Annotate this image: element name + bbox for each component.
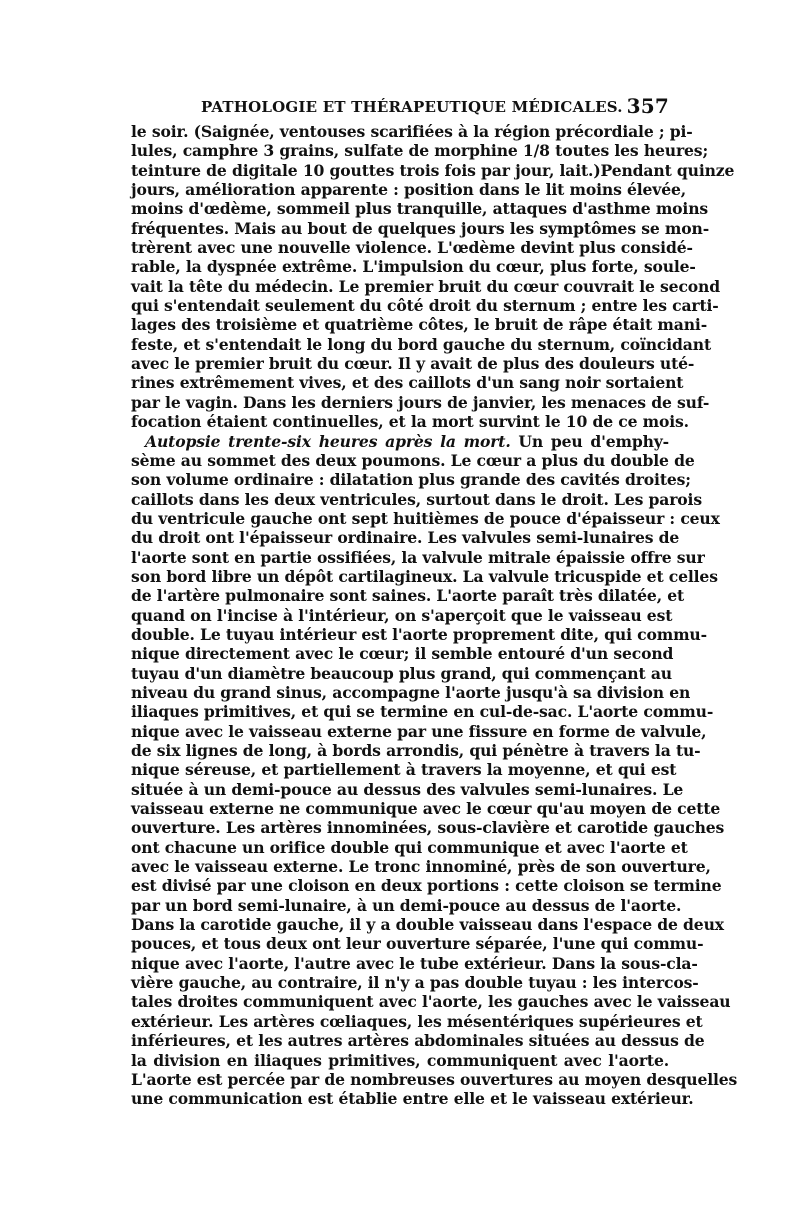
text-line: lules, camphre 3 grains, sulfate de morphine 1/8 toutes les heures; xyxy=(131,141,709,161)
text-line: sème au sommet des deux poumons. Le cœur a plus du double de xyxy=(131,450,695,470)
text-line: le soir. (Saignée, ventouses scarifiées à la région précordiale ; pi- xyxy=(131,122,693,141)
text-line: vait la tête du médecin. Le premier bruit du cœur couvrait le second xyxy=(131,276,720,296)
text-line: située à un demi-pouce au dessus des valvules semi-lunaires. Le xyxy=(131,779,684,799)
text-line: jours, amélioration apparente : position dans le lit moins élevée, xyxy=(131,180,687,200)
text-line: son bord libre un dépôt cartilagineux. La valvule tricuspide et celles xyxy=(131,566,718,586)
text-line: tuyau d'un diamètre beaucoup plus grand, qui commençant au xyxy=(131,663,672,683)
text-line: rines extrêmement vives, et des caillots d'un sang noir sortaient xyxy=(131,373,684,393)
text-line: caillots dans les deux ventricules, surtout dans le droit. Les parois xyxy=(131,489,702,509)
text-line: vière gauche, au contraire, il n'y a pas double tuyau : les intercos- xyxy=(131,973,699,993)
page-number: 357 xyxy=(626,94,669,118)
text-line: une communication est établie entre elle et le vaisseau extérieur. xyxy=(131,1089,694,1109)
text-line: focation étaient continuelles, et la mort survint le 10 de ce mois. xyxy=(131,412,689,432)
autopsy-heading: Autopsie trente-six heures après la mort. xyxy=(145,431,511,451)
paragraph-autopsy xyxy=(131,431,738,1109)
autopsy-heading-rest: Un peu d'emphy- xyxy=(510,431,669,451)
text-line: de l'artère pulmonaire sont saines. L'aorte paraît très dilatée, et xyxy=(131,586,685,606)
page-header xyxy=(131,94,669,120)
running-head: PATHOLOGIE ET THÉRAPEUTIQUE MÉDICALES. xyxy=(201,98,623,116)
text-line: extérieur. Les artères cœliaques, les mésentériques supérieures et xyxy=(131,1011,703,1031)
text-line: nique directement avec le cœur; il semble entouré d'un second xyxy=(131,644,674,664)
text-line: par un bord semi-lunaire, à un demi-pouce au dessus de l'aorte. xyxy=(131,895,682,915)
text-line: nique avec l'aorte, l'autre avec le tube extérieur. Dans la sous-cla- xyxy=(131,953,698,973)
text-line: avec le vaisseau externe. Le tronc innominé, près de son ouverture, xyxy=(131,857,711,877)
text-line: moins d'œdème, sommeil plus tranquille, attaques d'asthme moins xyxy=(131,199,709,219)
text-line: avec le premier bruit du cœur. Il y avait de plus des douleurs uté- xyxy=(131,354,695,374)
text-line: nique séreuse, et partiellement à travers la moyenne, et qui est xyxy=(131,760,677,780)
text-line: l'aorte sont en partie ossifiées, la valvule mitrale épaissie offre sur xyxy=(131,547,705,567)
text-line: nique avec le vaisseau externe par une fissure en forme de valvule, xyxy=(131,721,707,741)
text-line: pouces, et tous deux ont leur ouverture séparée, l'une qui commu- xyxy=(131,934,704,954)
text-line: rable, la dyspnée extrême. L'impulsion du cœur, plus forte, soule- xyxy=(131,257,696,277)
text-line: L'aorte est percée par de nombreuses ouvertures au moyen desquelles xyxy=(131,1069,738,1089)
text-line: niveau du grand sinus, accompagne l'aorte jusqu'à sa division en xyxy=(131,682,691,702)
text-line: double. Le tuyau intérieur est l'aorte proprement dite, qui commu- xyxy=(131,624,707,644)
text-line: tales droites communiquent avec l'aorte, les gauches avec le vaisseau xyxy=(131,992,731,1012)
text-line: teinture de digitale 10 gouttes trois fois par jour, lait.)Pendant quinze xyxy=(131,160,735,180)
paragraph-case-history xyxy=(131,122,735,432)
text-line: quand on l'incise à l'intérieur, on s'aperçoit que le vaisseau est xyxy=(131,605,673,625)
text-line: ont chacune un orifice double qui communique et avec l'aorte et xyxy=(131,837,688,857)
text-line: la division en iliaques primitives, communiquent avec l'aorte. xyxy=(131,1050,669,1070)
text-line: du ventricule gauche ont sept huitièmes de pouce d'épaisseur : ceux xyxy=(131,508,720,528)
text-line: fréquentes. Mais au bout de quelques jours les symptômes se mon- xyxy=(131,218,710,238)
text-line: de six lignes de long, à bords arrondis, qui pénètre à travers la tu- xyxy=(131,741,701,760)
text-line: qui s'entendait seulement du côté droit du sternum ; entre les carti- xyxy=(131,296,719,316)
body-text xyxy=(131,122,738,1109)
text-line: lages des troisième et quatrième côtes, le bruit de râpe était mani- xyxy=(131,315,708,335)
text-line: iliaques primitives, et qui se termine en cul-de-sac. L'aorte commu- xyxy=(131,702,714,722)
text-line xyxy=(131,432,669,451)
text-line: feste, et s'entendait le long du bord gauche du sternum, coïncidant xyxy=(131,334,711,354)
text-line: son volume ordinaire : dilatation plus grande des cavités droites; xyxy=(131,470,691,490)
text-line: inférieures, et les autres artères abdominales situées au dessus de xyxy=(131,1031,705,1051)
text-line: Dans la carotide gauche, il y a double vaisseau dans l'espace de deux xyxy=(131,915,724,935)
text-line: vaisseau externe ne communique avec le cœur qu'au moyen de cette xyxy=(131,799,721,819)
text-line: par le vagin. Dans les derniers jours de janvier, les menaces de suf- xyxy=(131,392,710,412)
text-line: est divisé par une cloison en deux portions : cette cloison se termine xyxy=(131,876,722,896)
text-line: trèrent avec une nouvelle violence. L'œdème devint plus considé- xyxy=(131,238,693,258)
text-line: du droit ont l'épaisseur ordinaire. Les valvules semi-lunaires de xyxy=(131,528,680,548)
text-line: ouverture. Les artères innominées, sous-clavière et carotide gauches xyxy=(131,818,725,838)
